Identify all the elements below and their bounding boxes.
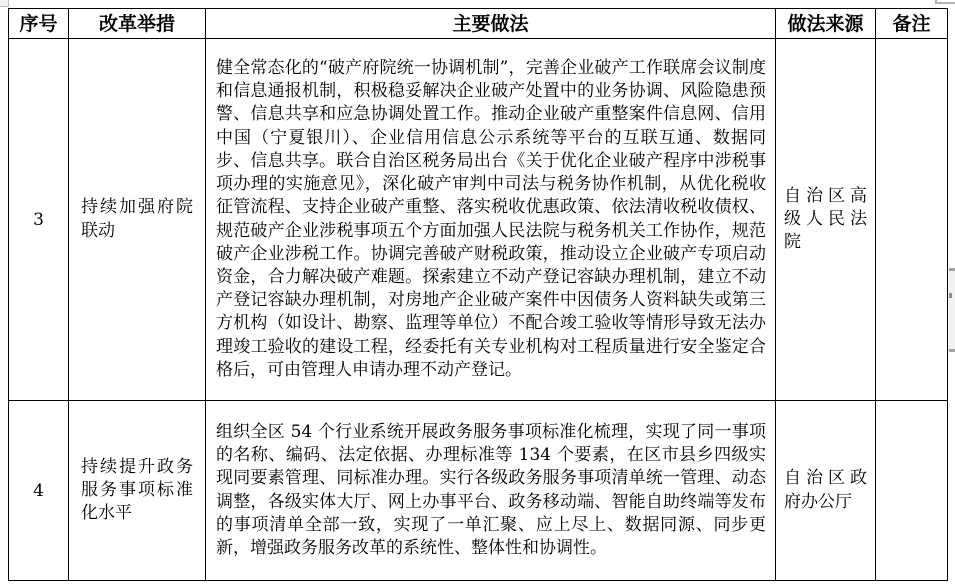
- header-main-practice: 主要做法: [206, 9, 776, 39]
- clipped-corner-fragment-top-left: [0, 0, 9, 7]
- header-practice-source: 做法来源: [776, 9, 876, 39]
- remarks-cell: [876, 401, 948, 581]
- serial-number-cell: 3: [9, 39, 69, 401]
- header-remarks: 备注: [876, 9, 948, 39]
- reform-measure-cell: 持续提升政务服务事项标准化水平: [69, 401, 206, 581]
- reform-measures-table: [8, 8, 948, 581]
- table-row: [9, 39, 948, 401]
- main-practice-cell: 组织全区 54 个行业系统开展政务服务事项标准化梳理，实现了同一事项的名称、编码、法定依据、办理标准等 134 个要素，在区市县乡四级实现同要素管理、同标准办理。实行各级政务服务事项清单统一管理、动态调整，各级实体大厅、网上办事平台、政务移动端、智能自助终端等发布的事项清单全部一致，实现了一单汇聚、应上尽上、数据同源、同步更新，增强政务服务改革的系统性、整体性和协调性。: [206, 401, 776, 581]
- header-serial-number: 序号: [9, 9, 69, 39]
- clipped-panel-corner-fragment: [935, 0, 955, 4]
- table-row: [9, 401, 948, 581]
- header-reform-measure: 改革举措: [69, 9, 206, 39]
- serial-number-cell: 4: [9, 401, 69, 581]
- scrollbar-thumb-fragment[interactable]: [949, 268, 955, 352]
- scrollbar-thumb-mark: [949, 293, 952, 298]
- table-header-row: [9, 9, 948, 39]
- main-practice-cell: 健全常态化的“破产府院统一协调机制”，完善企业破产工作联席会议制度和信息通报机制，积极稳妥解决企业破产处置中的业务协调、风险隐患预警、信息共享和应急协调处置工作。推动企业破产重整案件信息网、信用中国（宁夏银川）、企业信用信息公示系统等平台的互联互通、数据同步、信息共享。联合自治区税务局出台《关于优化企业破产程序中涉税事项办理的实施意见》，深化破产审判中司法与税务协作机制，从优化税收征管流程、支持企业破产重整、落实税收优惠政策、依法清收税收债权、规范破产企业涉税事项五个方面加强人民法院与税务机关工作协作，规范破产企业涉税工作。协调完善破产财税政策，推动设立企业破产专项启动资金，合力解决破产难题。探索建立不动产登记容缺办理机制，建立不动产登记容缺办理机制，对房地产企业破产案件中因债务人资料缺失或第三方机构（如设计、勘察、监理等单位）不配合竣工验收等情形导致无法办理竣工验收的建设工程，经委托有关专业机构对工程质量进行安全鉴定合格后，可由管理人申请办理不动产登记。: [206, 39, 776, 401]
- remarks-cell: [876, 39, 948, 401]
- reform-measure-cell: 持续加强府院联动: [69, 39, 206, 401]
- practice-source-cell: 自治区政府办公厅: [776, 401, 876, 581]
- practice-source-cell: 自治区高级人民法院: [776, 39, 876, 401]
